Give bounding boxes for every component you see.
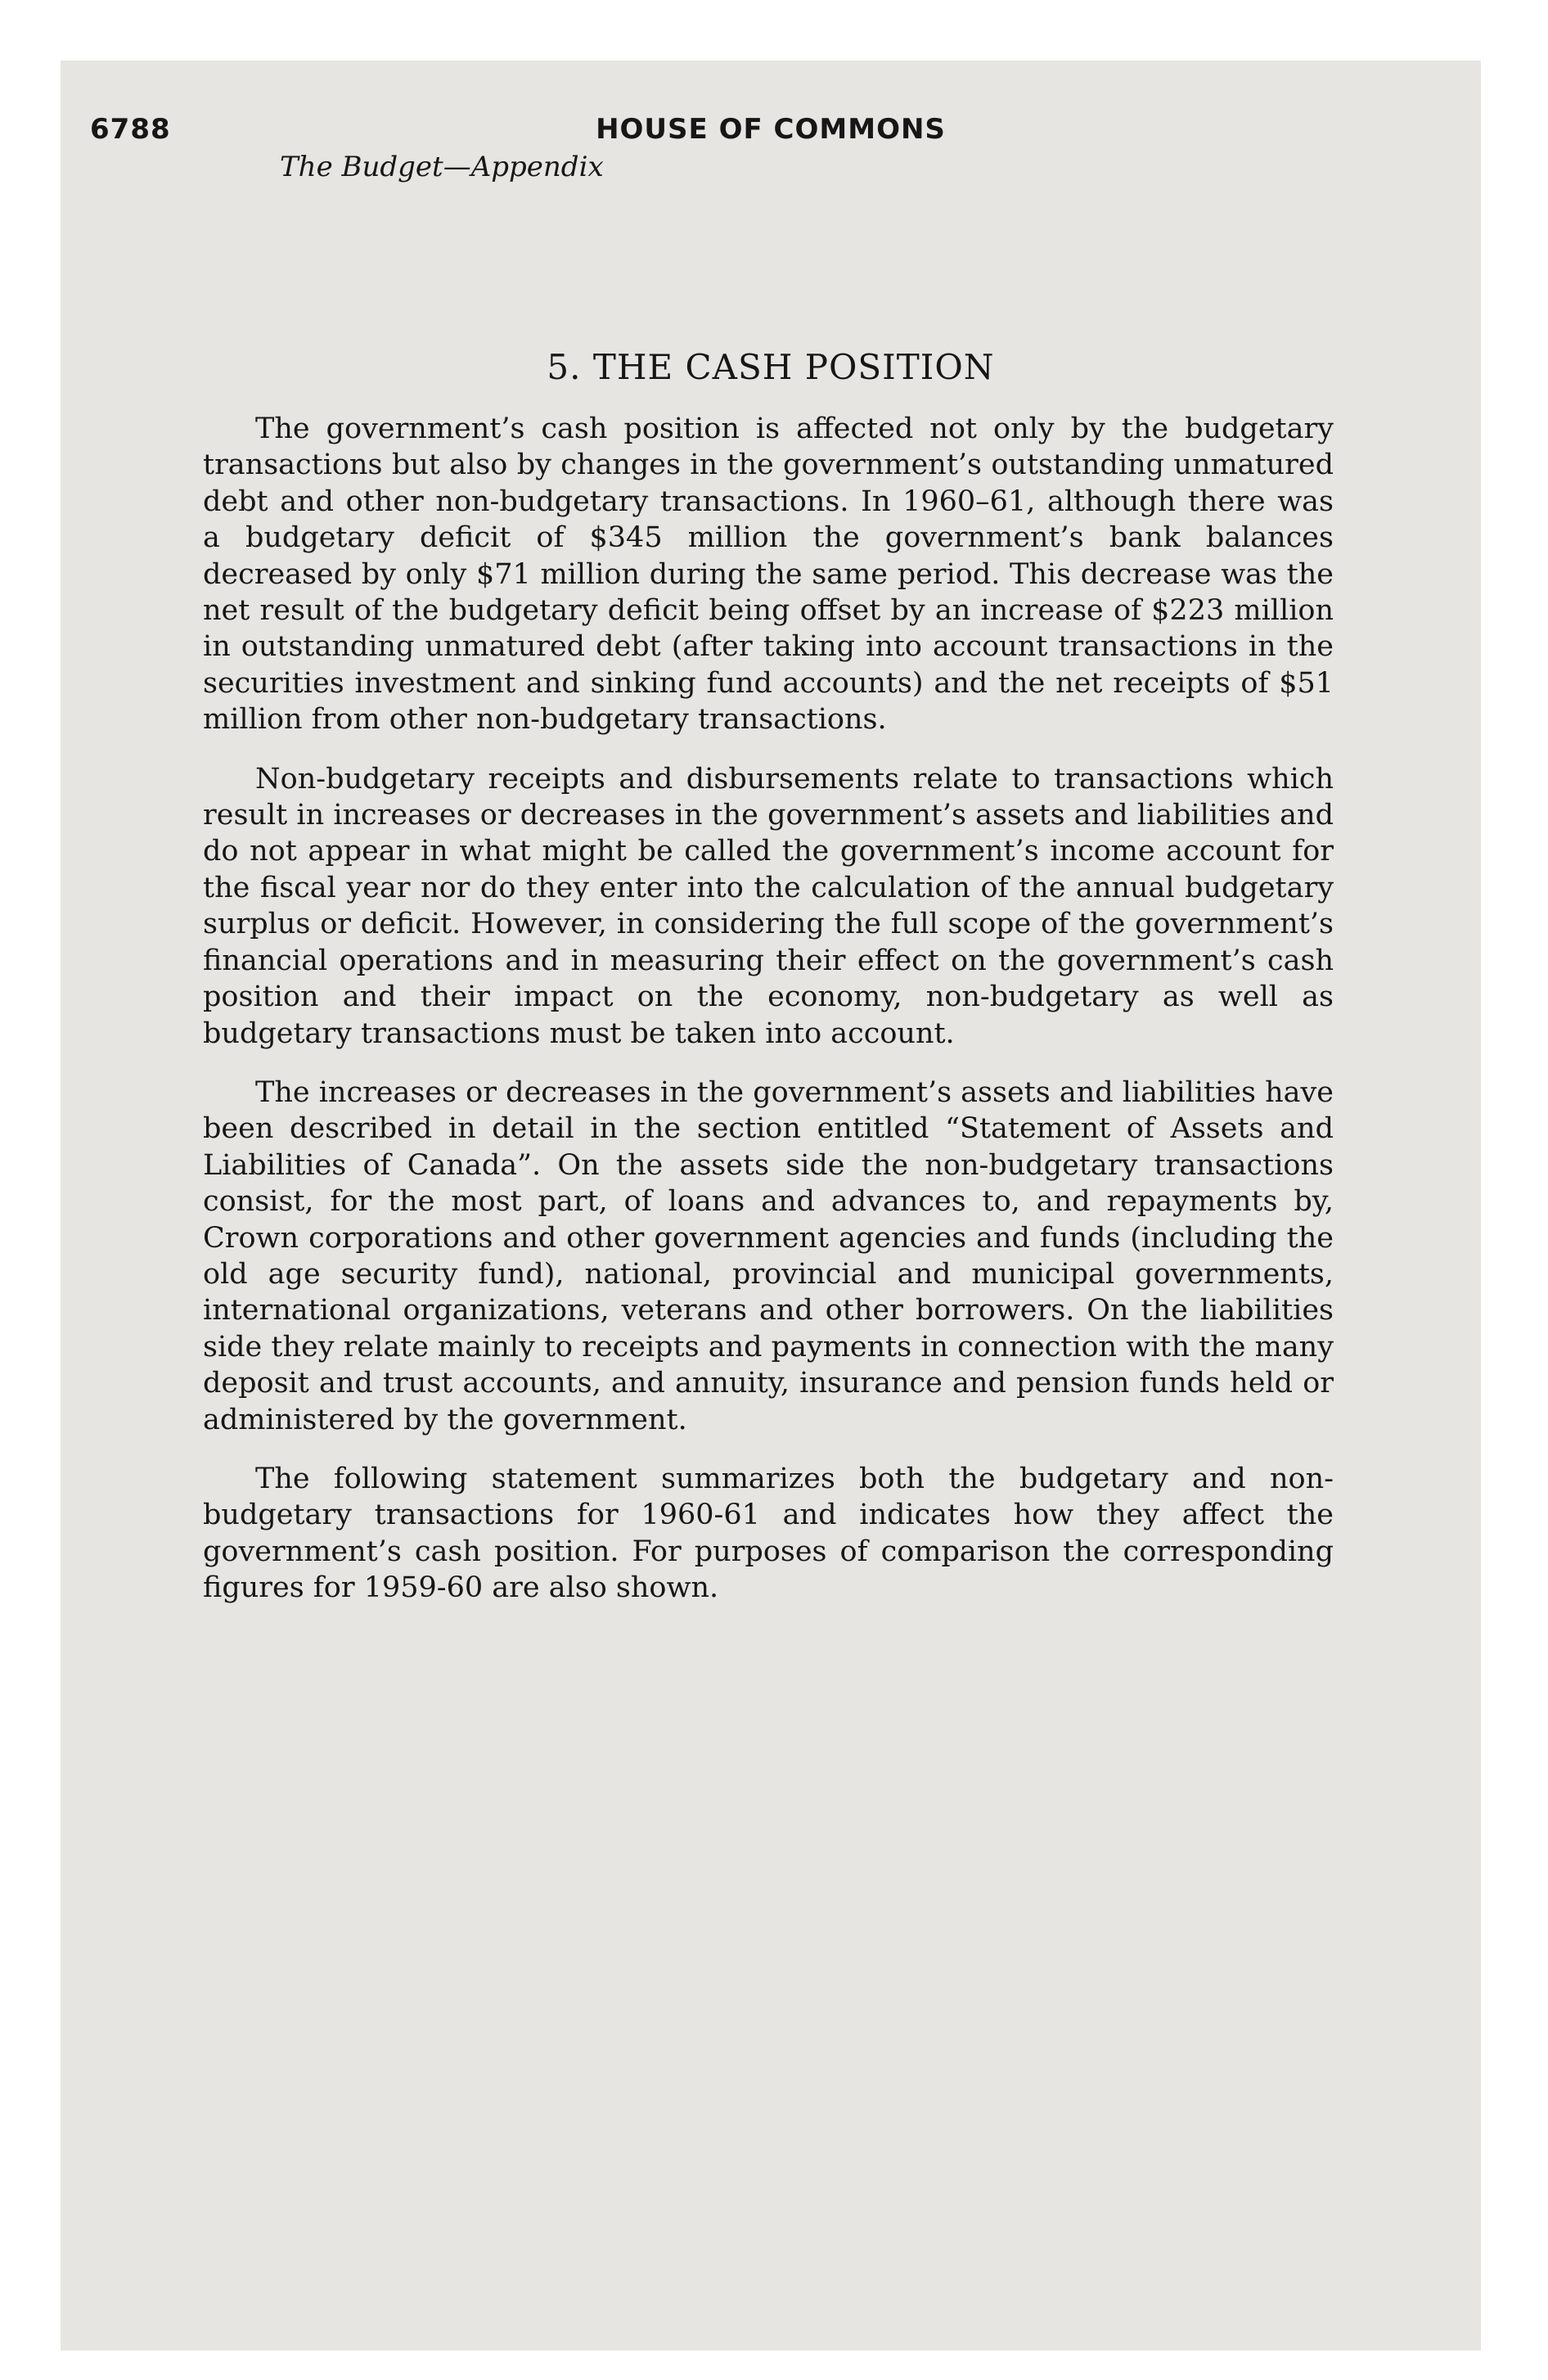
body-text [203,411,1334,1629]
paragraph-cash-position: The government’s cash position is affected not only by the budgetary transactions but also by changes in the government’s outstanding unmatured debt and other non-budgetary transactions. In 1960–61, although there was a budgetary deficit of $345 million the government’s bank balances decreased by only $71 million during the same period. This decrease was the net result of the budgetary deficit being offset by an increase of $223 million in outstanding unmatured debt (after taking into account transactions in the securities investment and sinking fund accounts) and the net receipts of $51 million from other non-budgetary transactions. [203,412,1334,737]
running-head: HOUSE OF COMMONS [596,113,946,146]
paragraph-non-budgetary: Non-budgetary receipts and disbursements relate to transactions which result in increases or decreases in the government’s assets and liabilities and do not appear in what might be called the government’s income account for the fiscal year nor do they enter into the calculation of the annual budgetary surplus or deficit. However, in considering the full scope of the government’s financial operations and in measuring their effect on the government’s cash position and their impact on the economy, non-budgetary as well as budgetary transactions must be taken into account. [203,762,1334,1050]
section-heading: 5. THE CASH POSITION [547,347,995,387]
paragraph-statement-summary: The following statement summarizes both the budgetary and non-budgetary transactions for 1960-61 and indicates how they affect the government’s cash position. For purposes of comparison the corresponding figures for 1959-60 are also shown. [203,1462,1334,1605]
page-number: 6788 [90,113,171,146]
paragraph-assets-liabilities: The increases or decreases in the government’s assets and liabilities have been described in detail in the section entitled “Statement of Assets and Liabilities of Canada”. On the assets side the non-budgetary transactions consist, for the most part, of loans and advances to, and repayments by, Crown corporations and other government agencies and funds (including the old age security fund), national, provincial and municipal governments, international organizations, veterans and other borrowers. On the liabilities side they relate mainly to receipts and payments in connection with the many deposit and trust accounts, and annuity, insurance and pension funds held or administered by the government. [203,1075,1334,1436]
document-page [61,61,1481,2351]
section-tag: The Budget—Appendix [280,151,604,183]
